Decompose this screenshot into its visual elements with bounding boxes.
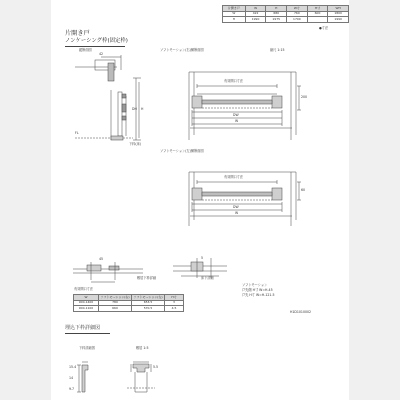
table-header-cell: 片開き戸 — [223, 6, 246, 12]
size-table-title: 有効開口寸法 — [74, 287, 94, 291]
dim-14: 14 — [69, 376, 74, 380]
table-cell: 3 — [165, 300, 184, 306]
table-header-cell: WH — [328, 6, 349, 12]
open-width-label: 有効開口寸法 — [224, 79, 244, 83]
table-cell: 900-1400 — [74, 300, 99, 306]
scale-label: 縮尺 1:15 — [270, 48, 285, 52]
table-cell: 1700 — [287, 17, 308, 23]
dim-15-4: 15.4 — [69, 365, 77, 369]
horizontal-section-left-label: ソフトモーション(左)横断面図 — [160, 149, 204, 153]
table-cell: 900-1100 — [74, 306, 99, 312]
table-cell: 1990 — [245, 17, 266, 23]
bottom-section-title: 埋込下枠詳細図 — [65, 325, 101, 331]
note-line-3: 戸先 H寸 W=H-121.5 — [242, 293, 275, 297]
table-cell: 1975 — [266, 17, 287, 23]
table-header-cell: H寸 — [307, 6, 328, 12]
horizontal-section-right-label: ソフトモーション(右)横断面図 — [160, 48, 204, 52]
bottom-detail-right-label: 敷居 1:5 — [136, 346, 149, 350]
table-cell: 1800 — [328, 11, 349, 17]
dim-dw-2: DW — [233, 205, 239, 209]
dim-dh: DH — [132, 107, 137, 111]
dim-45: 45 — [99, 257, 104, 261]
dim-200: 200 — [301, 95, 308, 99]
dim-42: 42 — [99, 52, 104, 56]
dim-w-2: W — [235, 211, 239, 215]
dim-5: 5 — [201, 256, 204, 260]
dim-fl: FL — [75, 131, 79, 135]
table-cell: 780 — [99, 300, 132, 306]
table-cell: 570.5 — [132, 306, 165, 312]
dim-5-5: 5.5 — [153, 365, 159, 369]
table-cell: 422 — [245, 11, 266, 17]
table-header-cell: H — [266, 6, 287, 12]
dim-h: H — [141, 107, 144, 111]
table-cell: 4.5 — [165, 306, 184, 312]
note-line-1: ソフトモーション — [242, 283, 268, 287]
table-header-cell: W — [245, 6, 266, 12]
table-cell: 660 — [99, 306, 132, 312]
table-cell: W — [223, 11, 246, 17]
table-cell: 653.5 — [132, 300, 165, 306]
dim-9-7: 9.7 — [69, 387, 75, 391]
table-header-cell: H寸 — [165, 295, 184, 301]
page-title: 片開き戸 — [65, 30, 90, 37]
detail-label-1: 敷居下枠詳細 — [137, 276, 157, 280]
table-header-cell: W — [74, 295, 99, 301]
page-subtitle: ノンケーシング枠(固定枠) — [65, 38, 128, 44]
table-cell: 680 — [266, 11, 287, 17]
table-cell: 760 — [287, 11, 308, 17]
table-header-cell: ソフトモーション(右) — [100, 294, 130, 299]
drawing-sheet — [51, 0, 349, 400]
table-cell: 1990 — [328, 17, 349, 23]
dim-dw: DW — [233, 113, 239, 117]
dim-w: W — [235, 119, 239, 123]
table-header-cell: W寸 — [287, 6, 308, 12]
dim-60: 60 — [301, 188, 306, 192]
side-label: ●寸法 — [319, 26, 329, 30]
open-width-label-2: 有効開口寸法 — [224, 175, 244, 179]
table-header-cell: ソフトモーション(左) — [133, 294, 163, 299]
drawing-code: H1D1010002 — [290, 310, 312, 314]
detail-label-2: 床下詳細 — [201, 276, 214, 280]
table-cell: 600 — [307, 11, 328, 17]
note-line-2: 戸先側 H寸 W=H-45 — [242, 288, 273, 292]
dim-floor: 下枠(床) — [129, 142, 142, 146]
table-cell: H — [223, 17, 246, 23]
bottom-detail-left-label: 下枠詳細図 — [79, 346, 95, 350]
bottom-detail-drawings — [51, 0, 349, 400]
vertical-section-label: 縦断面図 — [79, 48, 92, 52]
